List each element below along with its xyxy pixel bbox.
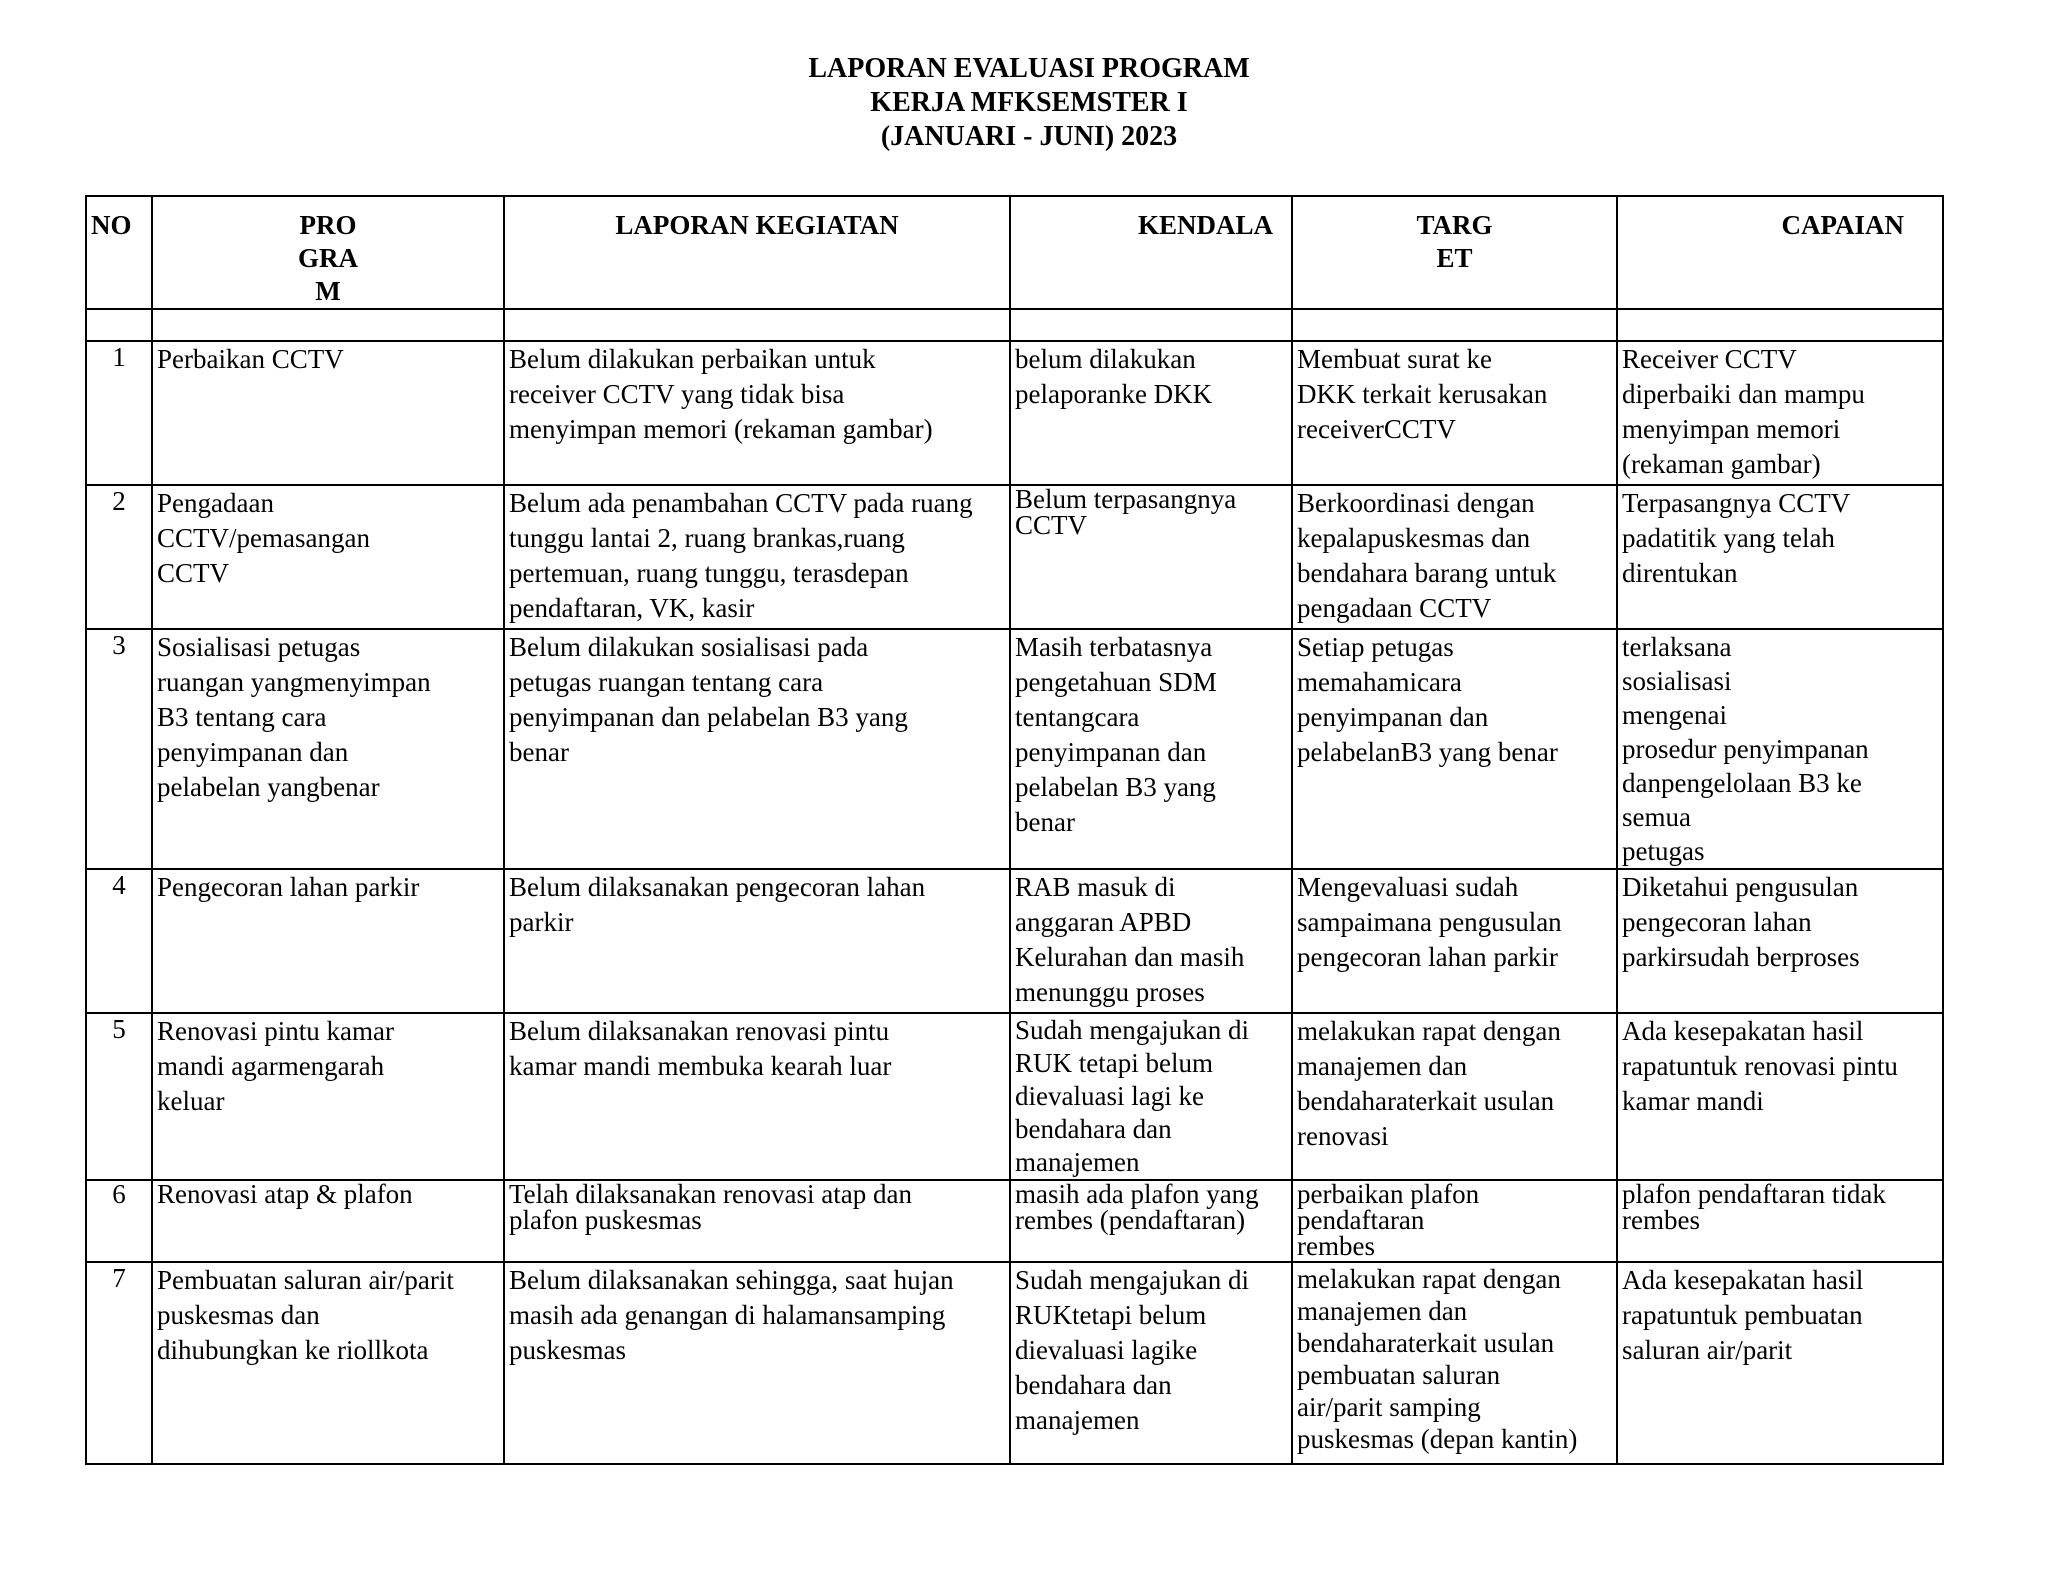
header-program: PRO GRA M — [152, 196, 504, 309]
kendala-cell: RAB masuk di anggaran APBD Kelurahan dan masih menunggu proses — [1010, 869, 1292, 1013]
spacer-cell — [1010, 309, 1292, 341]
spacer-cell — [1617, 309, 1943, 341]
program-cell: Renovasi atap & plafon — [152, 1180, 504, 1262]
capaian-cell: Diketahui pengusulan pengecoran lahan parkirsudah berproses — [1617, 869, 1943, 1013]
table-row — [86, 629, 1943, 869]
program-cell: Sosialisasi petugas ruangan yangmenyimpan B3 tentang cara penyimpanan dan pelabelan yangbenar — [152, 629, 504, 869]
evaluation-table — [85, 195, 1944, 1465]
header-capaian: CAPAIAN — [1617, 196, 1943, 309]
capaian-cell: Ada kesepakatan hasil rapatuntuk renovasi pintu kamar mandi — [1617, 1013, 1943, 1180]
target-cell: Setiap petugas memahamicara penyimpanan dan pelabelanB3 yang benar — [1292, 629, 1617, 869]
spacer-cell — [1292, 309, 1617, 341]
target-cell: Mengevaluasi sudah sampaimana pengusulan pengecoran lahan parkir — [1292, 869, 1617, 1013]
title-line-2: KERJA MFKSEMSTER I — [870, 87, 1188, 118]
row-number: 4 — [86, 869, 152, 1013]
table-row — [86, 869, 1943, 1013]
kendala-cell: Sudah mengajukan di RUK tetapi belum dievaluasi lagi ke bendahara dan manajemen — [1010, 1013, 1292, 1180]
target-cell: perbaikan plafon pendaftaran rembes — [1292, 1180, 1617, 1262]
laporan-cell: Telah dilaksanakan renovasi atap dan plafon puskesmas — [504, 1180, 1010, 1262]
table-row — [86, 1180, 1943, 1262]
kendala-cell: Sudah mengajukan di RUKtetapi belum dievaluasi lagike bendahara dan manajemen — [1010, 1262, 1292, 1464]
laporan-cell: Belum dilaksanakan sehingga, saat hujan masih ada genangan di halamansamping puskesmas — [504, 1262, 1010, 1464]
laporan-cell: Belum ada penambahan CCTV pada ruang tunggu lantai 2, ruang brankas,ruang pertemuan, ruang tunggu, terasdepan pendaftaran, VK, kasir — [504, 485, 1010, 629]
header-row — [86, 196, 1943, 309]
capaian-cell: terlaksana sosialisasi mengenai prosedur penyimpanan danpengelolaan B3 ke semua petugas — [1617, 629, 1943, 869]
laporan-cell: Belum dilaksanakan renovasi pintu kamar mandi membuka kearah luar — [504, 1013, 1010, 1180]
target-cell: melakukan rapat dengan manajemen dan bendaharaterkait usulan renovasi — [1292, 1013, 1617, 1180]
laporan-cell: Belum dilakukan perbaikan untuk receiver CCTV yang tidak bisa menyimpan memori (rekaman gambar) — [504, 341, 1010, 485]
title-line-3: (JANUARI - JUNI) 2023 — [880, 121, 1178, 152]
row-number: 7 — [86, 1262, 152, 1464]
table-row — [86, 485, 1943, 629]
program-cell: Pengadaan CCTV/pemasangan CCTV — [152, 485, 504, 629]
kendala-cell: Masih terbatasnya pengetahuan SDM tentangcara penyimpanan dan pelabelan B3 yang benar — [1010, 629, 1292, 869]
laporan-cell: Belum dilakukan sosialisasi pada petugas ruangan tentang cara penyimpanan dan pelabelan B3 yang benar — [504, 629, 1010, 869]
table-row — [86, 1262, 1943, 1464]
document-title — [0, 52, 2048, 154]
row-number: 6 — [86, 1180, 152, 1262]
title-line-1: LAPORAN EVALUASI PROGRAM — [808, 53, 1250, 84]
spacer-cell — [86, 309, 152, 341]
spacer-cell — [504, 309, 1010, 341]
row-number: 3 — [86, 629, 152, 869]
header-kendala: KENDALA — [1010, 196, 1292, 309]
kendala-cell: masih ada plafon yang rembes (pendaftaran) — [1010, 1180, 1292, 1262]
header-no: NO — [86, 196, 152, 309]
program-cell: Pengecoran lahan parkir — [152, 869, 504, 1013]
laporan-cell: Belum dilaksanakan pengecoran lahan parkir — [504, 869, 1010, 1013]
capaian-cell: Ada kesepakatan hasil rapatuntuk pembuatan saluran air/parit — [1617, 1262, 1943, 1464]
target-cell: Berkoordinasi dengan kepalapuskesmas dan bendahara barang untuk pengadaan CCTV — [1292, 485, 1617, 629]
program-cell: Renovasi pintu kamar mandi agarmengarah keluar — [152, 1013, 504, 1180]
table-row — [86, 341, 1943, 485]
kendala-cell: belum dilakukan pelaporanke DKK — [1010, 341, 1292, 485]
capaian-cell: Receiver CCTV diperbaiki dan mampu menyimpan memori (rekaman gambar) — [1617, 341, 1943, 485]
target-cell: melakukan rapat dengan manajemen dan bendaharaterkait usulan pembuatan saluran air/parit samping puskesmas (depan kantin) — [1292, 1262, 1617, 1464]
table-row — [86, 1013, 1943, 1180]
row-number: 2 — [86, 485, 152, 629]
header-target: TARG ET — [1292, 196, 1617, 309]
row-number: 1 — [86, 341, 152, 485]
capaian-cell: plafon pendaftaran tidak rembes — [1617, 1180, 1943, 1262]
kendala-cell: Belum terpasangnya CCTV — [1010, 485, 1292, 629]
spacer-row — [86, 309, 1943, 341]
row-number: 5 — [86, 1013, 152, 1180]
header-laporan-kegiatan: LAPORAN KEGIATAN — [504, 196, 1010, 309]
program-cell: Pembuatan saluran air/parit puskesmas dan dihubungkan ke riollkota — [152, 1262, 504, 1464]
spacer-cell — [152, 309, 504, 341]
target-cell: Membuat surat ke DKK terkait kerusakan receiverCCTV — [1292, 341, 1617, 485]
program-cell: Perbaikan CCTV — [152, 341, 504, 485]
capaian-cell: Terpasangnya CCTV padatitik yang telah direntukan — [1617, 485, 1943, 629]
